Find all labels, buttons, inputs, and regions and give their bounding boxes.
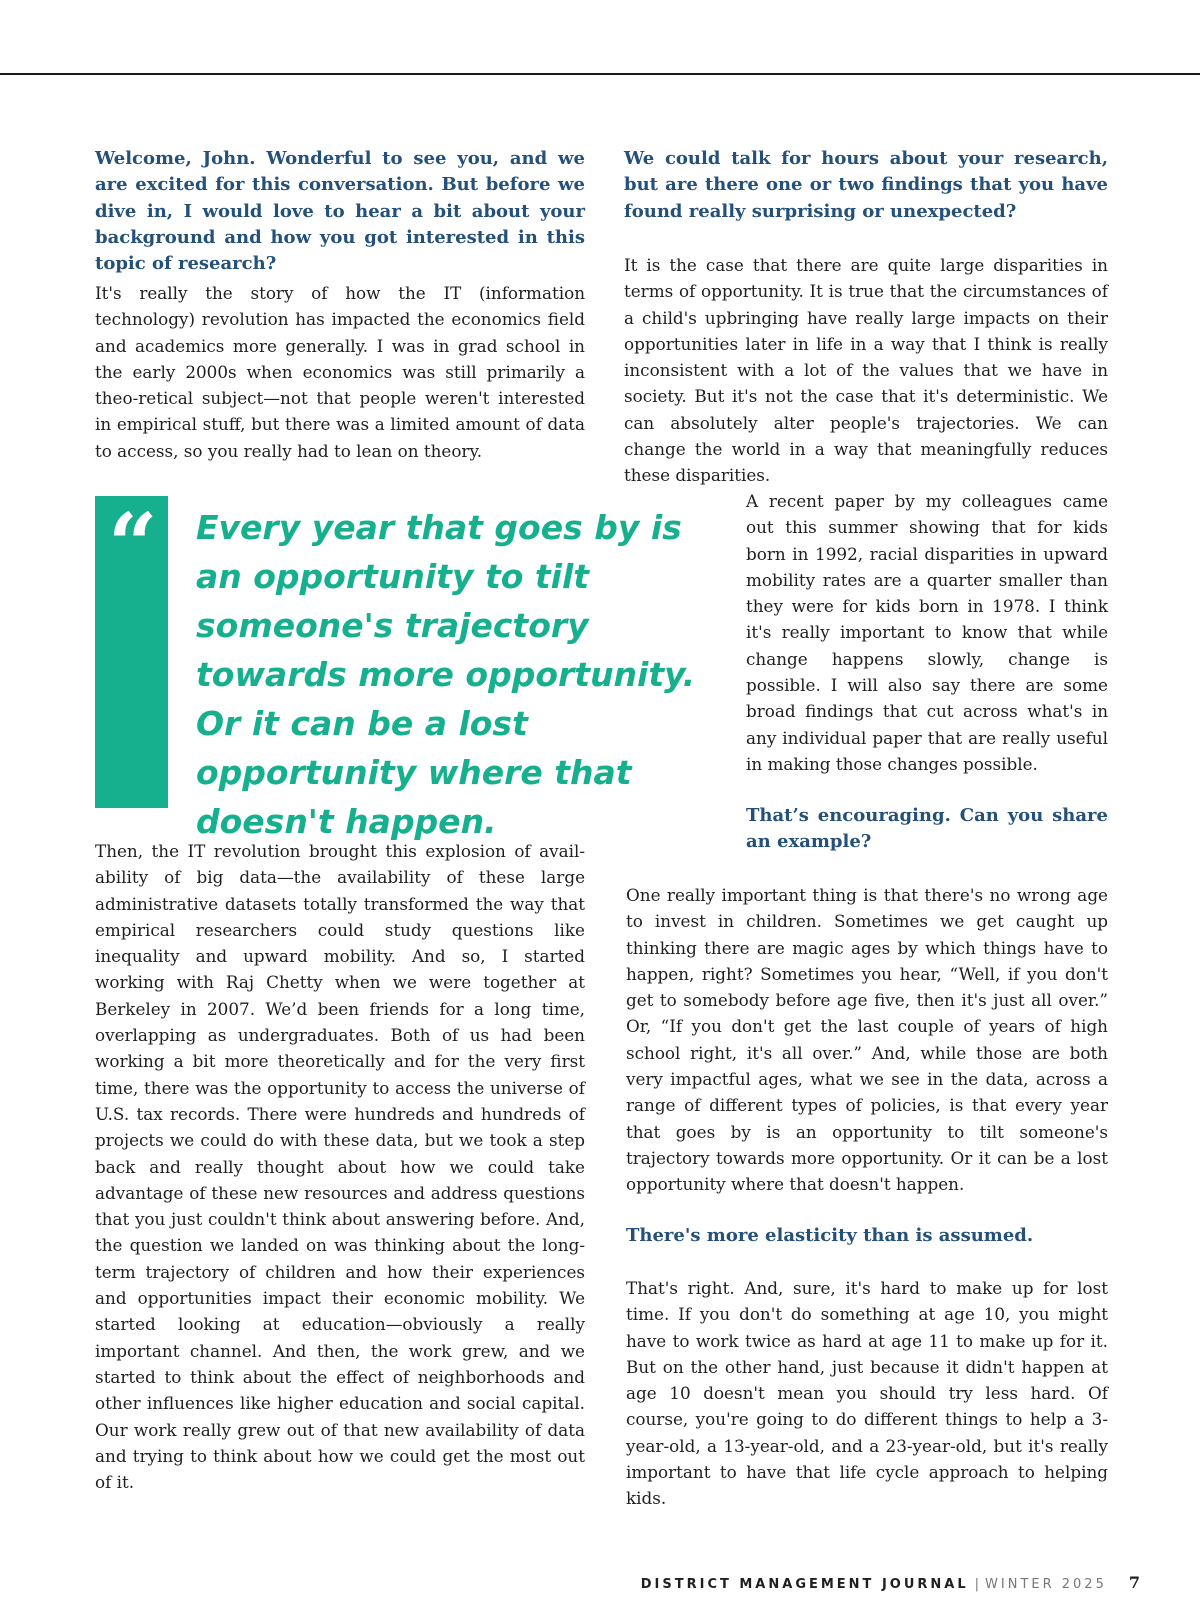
question-2-block: [624, 146, 1108, 225]
quote-mark-icon: “: [108, 495, 158, 596]
answer-4: That's right. And, sure, it's hard to make up for lost time. If you don't do something at age 10, you might have to work twice as hard at age 11 to make up for it. But on the other hand, just because it didn't happen at age 10 doesn't mean you should try less hard. Of course, you're going to do different things to help a 3-year-old, a 13-year-old, and a 23-year-old, but it's really important to have that life cycle approach to helping kids.: [626, 1278, 1108, 1509]
question-2: We could talk for hours about your research, but are there one or two findings that you have found really surprising or unexpected?: [624, 148, 1108, 222]
answer-2: It is the case that there are quite large disparities in terms of opportunity. It is true that the circumstances of a child's upbringing have really large impacts on their opportunities later in life in a way that I think is really inconsistent with a lot of the values that we have in society. But it's not the case that it's deterministic. We can absolutely alter people's trajectories. We can change the world in a way that meaningfully reduces these disparities.: [624, 255, 1108, 486]
answer-2-continued: A recent paper by my colleagues came out this summer showing that for kids born in 1992, racial disparities in upward mobility rates are a quarter smaller than they were for kids born in 1978. I think it's really important to know that while change happens slowly, change is possible. I will also say there are some broad findings that cut across what's in any individual paper that are really useful in making those changes possible.: [746, 491, 1108, 774]
question-3-block: [746, 803, 1108, 856]
footer-separator: |: [974, 1577, 980, 1592]
answer-2-block: [624, 252, 1108, 489]
question-3: That’s encouraging. Can you share an example?: [746, 805, 1108, 853]
answer-3: One really important thing is that there's no wrong age to invest in children. Sometimes we get caught up thinking there are magic ages by which things have to happen, right? Sometimes you hear, “Well, if you don't get to somebody before age five, then it's just all over.” Or, “If you don't get the last couple of years of high school right, it's all over.” And, while those are both very impactful ages, what we see in the data, across a range of different types of policies, is that every year that goes by is an opportunity to tilt someone's trajectory towards more opportunity. Or it can be a lost opportunity where that doesn't happen.: [626, 885, 1108, 1195]
journal-name: DISTRICT MANAGEMENT JOURNAL: [640, 1577, 969, 1592]
question-4: There's more elasticity than is assumed.: [626, 1225, 1034, 1246]
answer-1: It's really the story of how the IT (information technology) revolution has impacted the economics field and academics more generally. I was in grad school in the early 2000s when economics was still primarily a theo-retical subject—not that people weren't interested in empirical stuff, but there was a limited amount of data to access, so you really had to lean on theory.: [95, 283, 585, 461]
answer-1-continued: Then, the IT revolution brought this explosion of avail-ability of big data—the availability of these large administrative datasets totally transformed the way that empirical researchers could study questions like inequality and upward mobility. And so, I started working with Raj Chetty when we were together at Berkeley in 2007. We’d been friends for a long time, overlapping as undergraduates. Both of us had been working a bit more theoretically and for the very first time, there was the opportunity to access the universe of U.S. tax records. There were hundreds and hundreds of projects we could do with these data, but we took a step back and really thought about how we could take advantage of these new resources and address questions that you just couldn't think about answering before. And, the question we landed on was thinking about the long-term trajectory of children and how their experiences and opportunities impact their economic mobility. We started looking at education—obviously a really important channel. And then, the work grew, and we started to think about the effect of neighborhoods and other influences like higher education and social capital. Our work really grew out of that new availability of data and trying to think about how we could get the most out of it.: [95, 841, 585, 1493]
pull-quote: Every year that goes by is an opportunity to tilt someone's trajectory towards more opportunity. Or it can be a lost opportunity where that doesn't happen.: [196, 508, 696, 841]
answer-1-cont-block: [95, 838, 585, 1495]
answer-4-block: [626, 1275, 1108, 1512]
question-4-block: [626, 1223, 1108, 1249]
answer-3-block: [626, 882, 1108, 1198]
answer-2-cont-block: [746, 488, 1108, 777]
answer-1-block: [95, 280, 585, 464]
top-rule: [0, 73, 1200, 75]
page-footer: [641, 1574, 1140, 1594]
question-1: Welcome, John. Wonderful to see you, and we are excited for this conversation. But before we dive in, I would love to hear a bit about your background and how you got interested in this topic of research?: [95, 148, 585, 275]
page-number: 7: [1128, 1573, 1140, 1592]
issue-label: WINTER 2025: [985, 1577, 1107, 1592]
question-1-block: [95, 146, 585, 277]
